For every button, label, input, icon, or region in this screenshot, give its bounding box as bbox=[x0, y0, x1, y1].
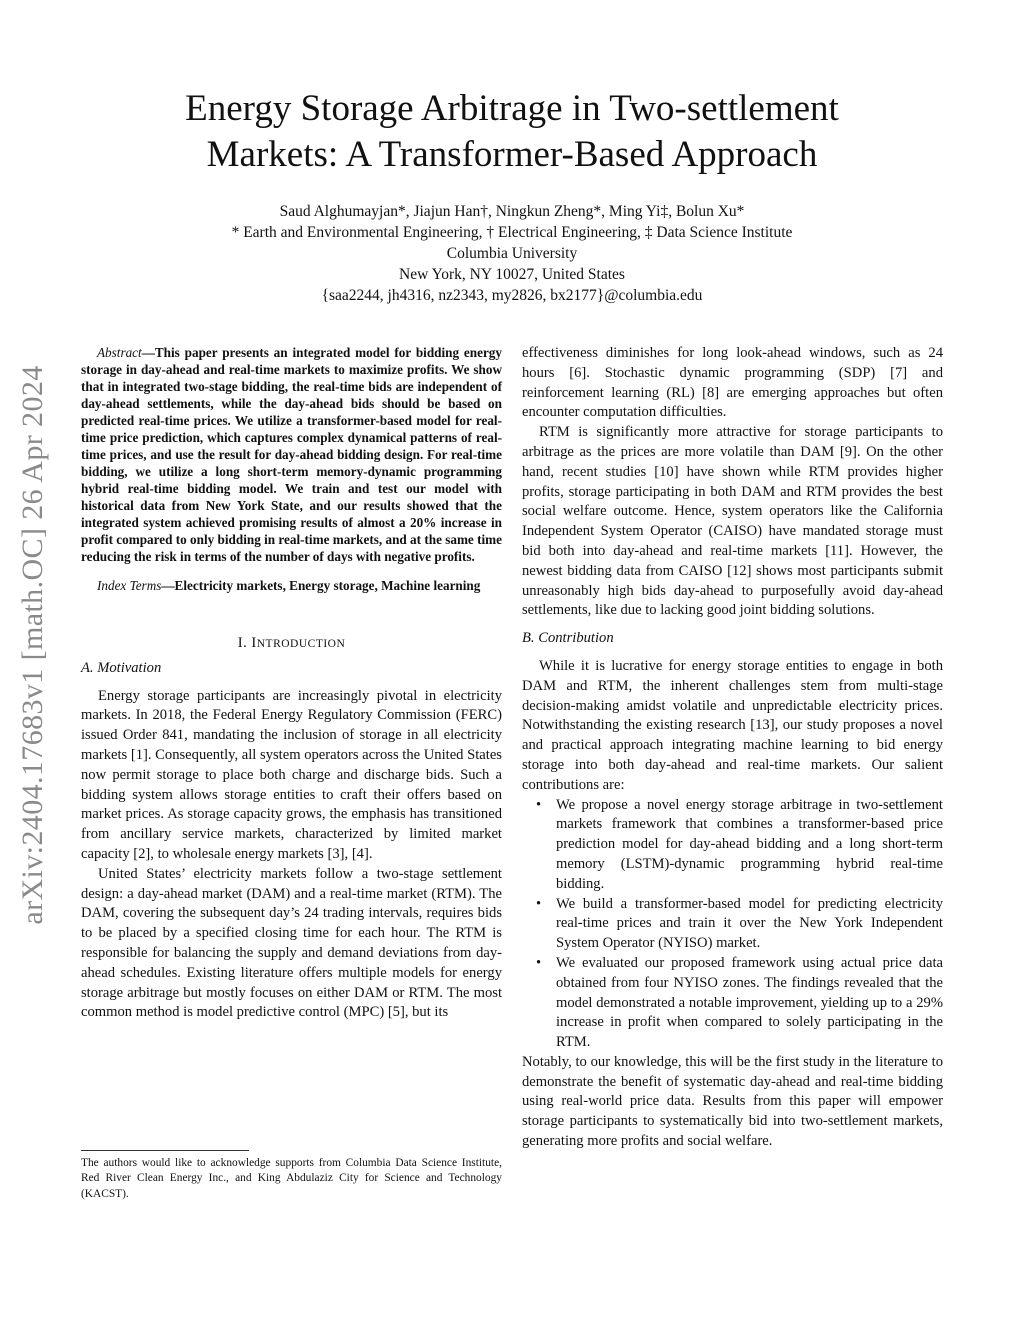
university: Columbia University bbox=[446, 245, 578, 262]
paragraph: RTM is significantly more attractive for storage participants to arbitrage as the prices are more volatile than DAM [9]. On the other hand, recent studies [10] have shown while RTM provides higher profits, storage participating in both DAM and RTM provides the best social welfare outcome. Hence, system operators like the California Independent System Operator (CAISO) have mandated storage must bid both into day-ahead and real-time markets [11]. However, the newest bidding data from CAISO [12] shows most participants submit unreasonably high bids day-ahead to purposefully avoid day-ahead settlements, like due to lacking good joint bidding solutions. bbox=[522, 424, 943, 619]
list-item: • We build a transformer-based model for predicting electricity real-time prices and train it over the New York Independent System Operator (NYISO) market. bbox=[536, 895, 943, 952]
index-terms-label: Index Terms bbox=[97, 578, 162, 593]
title-line-2: Markets: A Transformer-Based Approach bbox=[206, 134, 818, 175]
paragraph: Notably, to our knowledge, this will be the first study in the literature to demonstrate the benefit of systematic day-ahead and real-time bidding using real-world price data. Results from this paper will empower storage participants to systematically bid into two-settlement markets, generating more profits and social welfare. bbox=[522, 1053, 943, 1150]
list-item: • We propose a novel energy storage arbitrage in two-settlement markets framework that combines a transformer-based price prediction model for day-ahead bidding and a long short-term memory (LSTM)-dynamic programming hybrid real-time bidding. bbox=[536, 796, 943, 892]
bullet-icon: • bbox=[536, 895, 542, 912]
subsection-heading-contribution: B. Contribution bbox=[522, 630, 614, 647]
paragraph: Energy storage participants are increasingly pivotal in electricity markets. In 2018, the Federal Energy Regulatory Commission (FERC) issued Order 841, mandating the inclusion of storage in all electricity markets [1]. Consequently, all system operators across the United States now permit storage to place both charge and discharge bids. Such a bidding system allows storage entities to craft their offers based on market prices. As storage capacity grows, the emphasis has transitioned from ancillary service markets, characterized by limited market capacity [2], to wholesale energy markets [3], [4]. bbox=[81, 687, 502, 862]
arxiv-id: arXiv:2404.17683v1 [math.OC] 26 Apr 2024 bbox=[16, 365, 49, 925]
abstract-label: Abstract bbox=[97, 345, 142, 360]
bullet-icon: • bbox=[536, 954, 542, 971]
list-item: • We evaluated our proposed framework using actual price data obtained from four NYISO zones. The findings revealed that the model demonstrated a notable improvement, yielding up to a 29% increase in profit when compared to solely participating in the RTM. bbox=[536, 954, 943, 1051]
abstract bbox=[81, 344, 502, 565]
paragraph: effectiveness diminishes for long look-ahead windows, such as 24 hours [6]. Stochastic dynamic programming (SDP) [7] and reinforcement learning (RL) [8] are emerging approaches but often encounter computation difficulties. bbox=[522, 345, 943, 421]
author-affiliations: * Earth and Environmental Engineering, † Electrical Engineering, ‡ Data Science Institute bbox=[231, 224, 793, 241]
author-block bbox=[80, 201, 944, 306]
author-emails: {saa2244, jh4316, nz2343, my2826, bx2177}@columbia.edu bbox=[321, 287, 703, 304]
paper-title bbox=[80, 86, 944, 178]
arxiv-stamp bbox=[8, 325, 58, 965]
title-line-1: Energy Storage Arbitrage in Two-settlement bbox=[185, 88, 839, 129]
index-terms bbox=[81, 577, 502, 594]
paragraph: While it is lucrative for energy storage entities to engage in both DAM and RTM, the inherent challenges stem from multi-stage decision-making amidst volatile and unpredictable electricity prices. Notwithstanding the existing research [13], our study proposes a novel and practical approach integrating machine learning to bid energy storage into both day-ahead and real-time markets. Our salient contributions are: bbox=[522, 657, 943, 793]
footnote: The authors would like to acknowledge supports from Columbia Data Science Institute, Red River Clean Energy Inc., and King Abdulaziz City for Science and Technology (KACST). bbox=[81, 1157, 502, 1200]
address: New York, NY 10027, United States bbox=[399, 266, 625, 283]
paragraph: United States’ electricity markets follow a two-stage settlement design: a day-ahead market (DAM) and a real-time market (RTM). The DAM, covering the subsequent day’s 24 trading intervals, requires bids to be placed by a specified closing time for each hour. The RTM is responsible for balancing the supply and demand deviations from day-ahead schedules. Existing literature offers multiple models for energy storage arbitrage but mostly focuses on either DAM or RTM. The most common method is model predictive control (MPC) [5], but its bbox=[81, 865, 502, 1021]
contribution-list bbox=[522, 796, 943, 1053]
subsection-heading-motivation: A. Motivation bbox=[81, 659, 162, 676]
section-heading-introduction: I. INTRODUCTION bbox=[237, 635, 346, 651]
author-names: Saud Alghumayjan*, Jiajun Han†, Ningkun Zheng*, Ming Yi‡, Bolun Xu* bbox=[279, 203, 745, 220]
bullet-icon: • bbox=[536, 796, 542, 813]
abstract-text: —This paper presents an integrated model for bidding energy storage in day-ahead and real-time markets to maximize profits. We show that in integrated two-stage bidding, the real-time bids are independent of day-ahead settlements, while the day-ahead bids should be based on predicted real-time prices. We utilize a transformer-based model for real-time price prediction, which captures complex dynamical patterns of real-time prices, and use the result for day-ahead bidding design. For real-time bidding, we utilize a long short-term memory-dynamic programming hybrid real-time bidding model. We train and test our model with historical data from New York State, and our results showed that the integrated system achieved promising results of almost a 20% increase in profit compared to only bidding in real-time markets, and at the same time reducing the risk in terms of the number of days with negative profits. bbox=[81, 345, 502, 564]
right-column bbox=[522, 344, 943, 1152]
left-column bbox=[81, 344, 502, 1023]
index-terms-text: —Electricity markets, Energy storage, Machine learning bbox=[161, 578, 481, 593]
footnote-rule bbox=[81, 1150, 249, 1151]
